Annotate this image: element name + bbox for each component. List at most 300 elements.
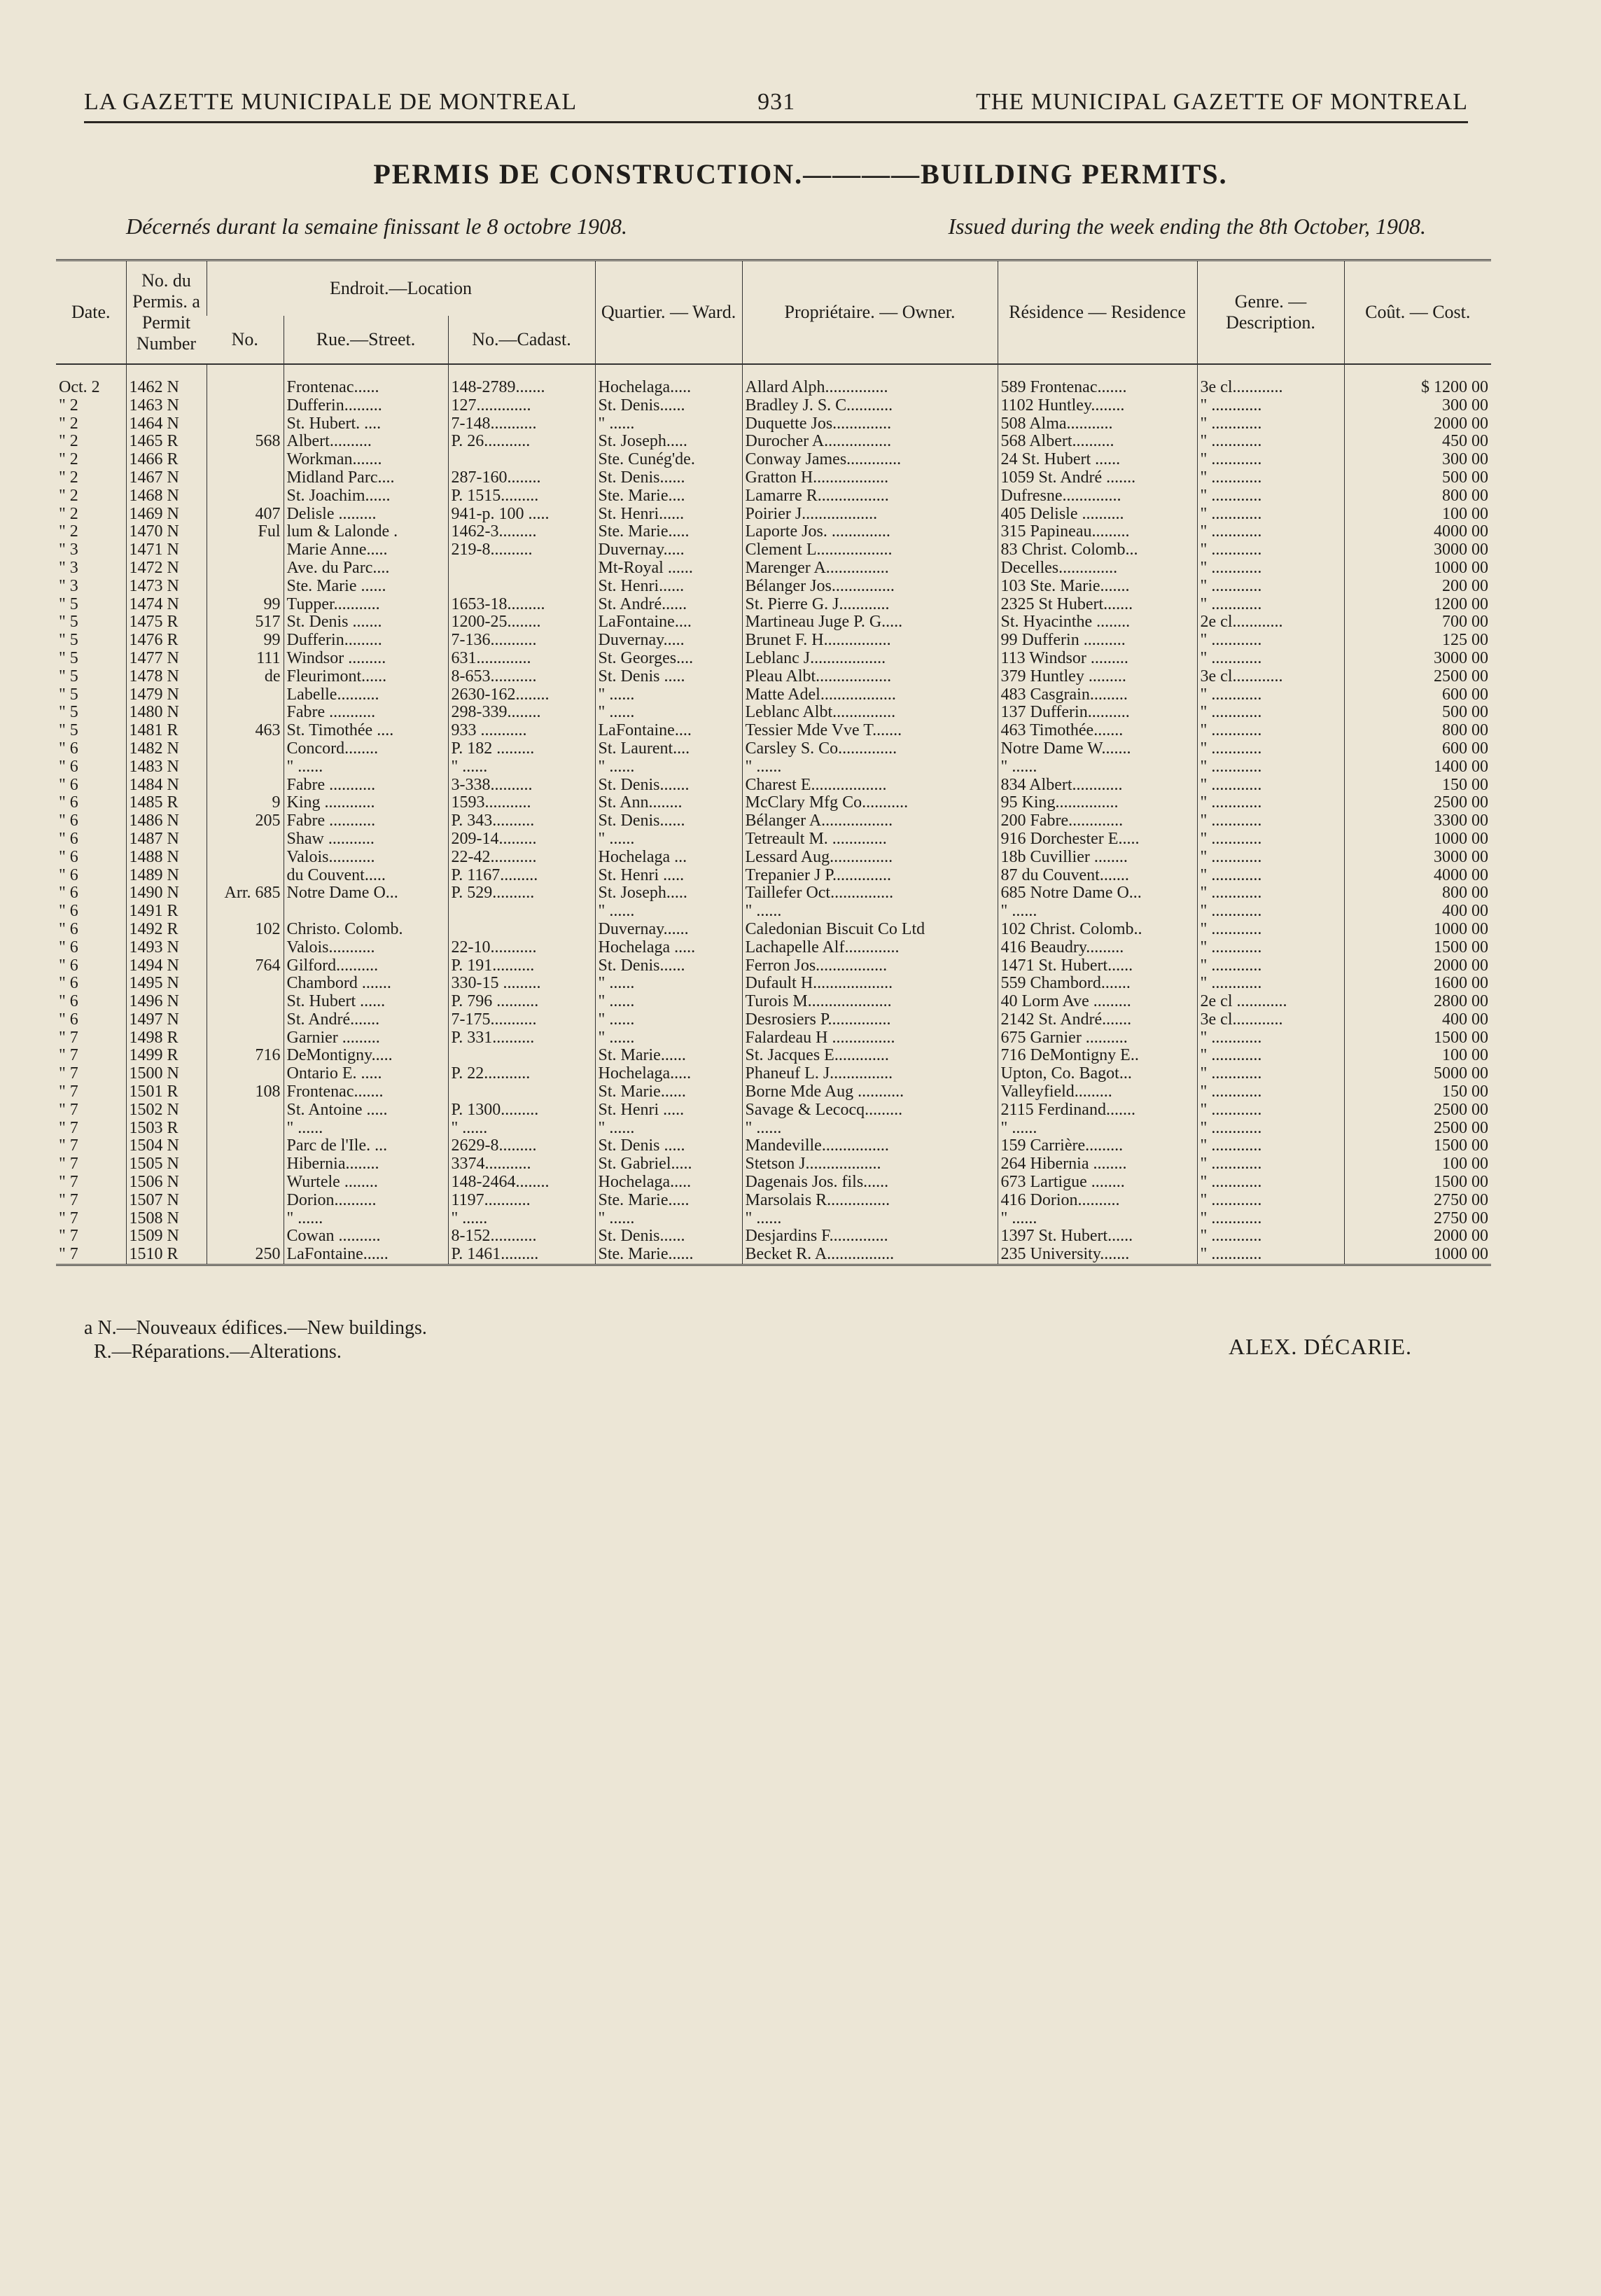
cell-cost: 600 00 [1344, 740, 1491, 758]
cell-cadast: 3-338.......... [448, 777, 595, 795]
cell-cost: 500 00 [1344, 469, 1491, 487]
cell-no [207, 777, 284, 795]
cell-cadast: P. 1167......... [448, 867, 595, 885]
cell-cost: 700 00 [1344, 613, 1491, 632]
cell-date: " 5 [59, 667, 78, 686]
cell-owner: Becket R. A................ [742, 1246, 998, 1265]
cell-date: " 2 [59, 468, 78, 487]
cell-ward: St. Denis...... [595, 957, 742, 975]
cell-no [207, 559, 284, 578]
cell-no [207, 364, 284, 397]
table-row [56, 686, 1491, 704]
table-row [56, 704, 1491, 722]
cell-date: " 6 [59, 938, 78, 956]
cell-cost: 100 00 [1344, 1047, 1491, 1065]
cell-permit: 1481 R [126, 722, 207, 740]
cell-description: 3e cl............ [1197, 668, 1344, 686]
cell-owner: " ...... [742, 758, 998, 777]
cell-description: " ............ [1197, 1047, 1344, 1065]
cell-permit: 1470 N [126, 523, 207, 541]
cell-description: " ............ [1197, 523, 1344, 541]
cell-description: 2e cl............ [1197, 613, 1344, 632]
footnote-line-2: R.—Réparations.—Alterations. [94, 1341, 342, 1363]
permits-table [56, 259, 1491, 1266]
cell-date: " 7 [59, 1137, 78, 1155]
cell-permit: 1462 N [126, 364, 207, 397]
cell-date: " 2 [59, 415, 78, 433]
cell-residence: 99 Dufferin .......... [998, 632, 1197, 650]
cell-owner: Taillefer Oct............... [742, 884, 998, 903]
cell-date: " 7 [59, 1119, 78, 1137]
cell-cadast [448, 1047, 595, 1065]
running-head-right: THE MUNICIPAL GAZETTE OF MONTREAL [976, 89, 1468, 115]
cell-residence: 83 Christ. Colomb... [998, 541, 1197, 559]
cell-cost: 2500 00 [1344, 1101, 1491, 1120]
cell-cadast: 148-2789....... [448, 364, 595, 397]
cell-cadast: 330-15 ......... [448, 975, 595, 993]
cell-cost: 1600 00 [1344, 975, 1491, 993]
cell-cost: 2750 00 [1344, 1210, 1491, 1228]
cell-street: " ...... [284, 758, 448, 777]
cell-cadast: 148-2464........ [448, 1174, 595, 1192]
cell-no [207, 397, 284, 415]
cell-cadast: P. 191.......... [448, 957, 595, 975]
cell-permit: 1480 N [126, 704, 207, 722]
cell-street: Workman....... [284, 451, 448, 469]
table-row [56, 993, 1491, 1011]
table-row [56, 559, 1491, 578]
cell-permit: 1467 N [126, 469, 207, 487]
cell-street: St. Antoine ..... [284, 1101, 448, 1120]
cell-owner: Stetson J.................. [742, 1155, 998, 1174]
cell-owner: Clement L.................. [742, 541, 998, 559]
cell-ward: " ...... [595, 704, 742, 722]
cell-ward: Ste. Marie..... [595, 523, 742, 541]
cell-street: Albert.......... [284, 433, 448, 451]
cell-owner: Lamarre R................. [742, 487, 998, 506]
cell-owner: Lachapelle Alf............. [742, 939, 998, 957]
cell-permit: 1478 N [126, 668, 207, 686]
cell-owner: Caledonian Biscuit Co Ltd [742, 921, 998, 939]
cell-cost: 2000 00 [1344, 415, 1491, 433]
cell-ward: St. Denis...... [595, 812, 742, 830]
cell-date: " 6 [59, 975, 78, 993]
cell-date: " 2 [59, 396, 78, 415]
cell-residence: Decelles.............. [998, 559, 1197, 578]
running-head [84, 74, 1468, 123]
cell-owner: " ...... [742, 1120, 998, 1138]
cell-description: " ............ [1197, 794, 1344, 812]
cell-cost: 125 00 [1344, 632, 1491, 650]
cell-description: " ............ [1197, 830, 1344, 849]
cell-cadast [448, 578, 595, 596]
cell-cadast: P. 343.......... [448, 812, 595, 830]
cell-cadast: 1653-18......... [448, 596, 595, 614]
cell-street: Fleurimont...... [284, 668, 448, 686]
cell-cadast: 1200-25........ [448, 613, 595, 632]
cell-cost: 800 00 [1344, 487, 1491, 506]
cell-ward: Duvernay..... [595, 541, 742, 559]
cell-description: " ............ [1197, 849, 1344, 867]
cell-residence: 24 St. Hubert ...... [998, 451, 1197, 469]
cell-ward: Hochelaga..... [595, 1174, 742, 1192]
cell-street: Wurtele ........ [284, 1174, 448, 1192]
cell-permit: 1472 N [126, 559, 207, 578]
cell-residence: St. Hyacinthe ........ [998, 613, 1197, 632]
cell-owner: Carsley S. Co.............. [742, 740, 998, 758]
table-row [56, 1246, 1491, 1265]
table-row [56, 1155, 1491, 1174]
cell-cost: 1000 00 [1344, 921, 1491, 939]
cell-description: 2e cl ............ [1197, 993, 1344, 1011]
cell-permit: 1505 N [126, 1155, 207, 1174]
cell-owner: Dagenais Jos. fils...... [742, 1174, 998, 1192]
col-date: Date. [71, 302, 111, 322]
cell-permit: 1504 N [126, 1137, 207, 1155]
cell-description: " ............ [1197, 1192, 1344, 1210]
subtitle-english: Issued during the week ending the 8th October, 1908. [948, 214, 1426, 239]
cell-description: " ............ [1197, 939, 1344, 957]
cell-cost: 1200 00 [1344, 596, 1491, 614]
cell-street: Shaw ........... [284, 830, 448, 849]
cell-cadast: 1197........... [448, 1192, 595, 1210]
cell-date: " 6 [59, 758, 78, 776]
cell-residence: 1397 St. Hubert...... [998, 1227, 1197, 1246]
cell-ward: St. André...... [595, 596, 742, 614]
cell-no [207, 758, 284, 777]
cell-ward: " ...... [595, 975, 742, 993]
cell-description: " ............ [1197, 506, 1344, 524]
table-row [56, 415, 1491, 433]
cell-ward: " ...... [595, 830, 742, 849]
cell-description: " ............ [1197, 487, 1344, 506]
cell-street: " ...... [284, 1210, 448, 1228]
cell-description: " ............ [1197, 1227, 1344, 1246]
table-row [56, 1083, 1491, 1101]
cell-street: Gilford.......... [284, 957, 448, 975]
cell-cost: $ 1200 00 [1344, 364, 1491, 397]
cell-description: " ............ [1197, 1065, 1344, 1083]
cell-residence: 2115 Ferdinand....... [998, 1101, 1197, 1120]
cell-ward: St. Denis...... [595, 469, 742, 487]
col-permit-number: No. du Permis. a Permit Number [126, 260, 207, 365]
cell-date: " 7 [59, 1227, 78, 1246]
cell-no: Ful [207, 523, 284, 541]
cell-no [207, 686, 284, 704]
cell-permit: 1485 R [126, 794, 207, 812]
cell-date: " 6 [59, 993, 78, 1011]
cell-no: 9 [207, 794, 284, 812]
cell-cadast: 933 ........... [448, 722, 595, 740]
cell-no: 716 [207, 1047, 284, 1065]
cell-owner: St. Pierre G. J............ [742, 596, 998, 614]
cell-cadast: P. 1461......... [448, 1246, 595, 1265]
cell-cost: 100 00 [1344, 506, 1491, 524]
cell-residence: 405 Delisle .......... [998, 506, 1197, 524]
cell-residence: 113 Windsor ......... [998, 650, 1197, 668]
table-row [56, 740, 1491, 758]
cell-owner: " ...... [742, 903, 998, 921]
cell-cadast: 1462-3......... [448, 523, 595, 541]
cell-street: Ave. du Parc.... [284, 559, 448, 578]
cell-date: " 6 [59, 956, 78, 975]
cell-ward: St. Laurent.... [595, 740, 742, 758]
cell-no [207, 939, 284, 957]
cell-cadast: 941-p. 100 ..... [448, 506, 595, 524]
cell-no [207, 740, 284, 758]
cell-cadast: 1593........... [448, 794, 595, 812]
cell-residence: 2142 St. André....... [998, 1011, 1197, 1029]
page-number: 931 [757, 89, 796, 115]
cell-no [207, 867, 284, 885]
cell-ward: St. Gabriel..... [595, 1155, 742, 1174]
cell-residence: 2325 St Hubert....... [998, 596, 1197, 614]
cell-no [207, 1065, 284, 1083]
col-cadast: No.—Cadast. [448, 316, 595, 364]
cell-no: 517 [207, 613, 284, 632]
cell-owner: Phaneuf L. J............... [742, 1065, 998, 1083]
cell-residence: 1059 St. André ....... [998, 469, 1197, 487]
table-row [56, 1137, 1491, 1155]
table-row [56, 1011, 1491, 1029]
cell-permit: 1488 N [126, 849, 207, 867]
cell-cost: 3300 00 [1344, 812, 1491, 830]
cell-street: lum & Lalonde . [284, 523, 448, 541]
cell-cadast: 298-339........ [448, 704, 595, 722]
cell-cost: 3000 00 [1344, 650, 1491, 668]
cell-street: Valois........... [284, 849, 448, 867]
cell-residence: 102 Christ. Colomb.. [998, 921, 1197, 939]
cell-no: 568 [207, 433, 284, 451]
cell-cost: 1500 00 [1344, 939, 1491, 957]
col-street: Rue.—Street. [284, 316, 448, 364]
cell-date: " 7 [59, 1101, 78, 1119]
cell-owner: Martineau Juge P. G..... [742, 613, 998, 632]
cell-permit: 1503 R [126, 1120, 207, 1138]
cell-residence: 103 Ste. Marie....... [998, 578, 1197, 596]
cell-ward: Hochelaga ..... [595, 939, 742, 957]
cell-date: " 7 [59, 1047, 78, 1065]
cell-street: Frontenac...... [284, 364, 448, 397]
cell-street: " ...... [284, 1120, 448, 1138]
cell-date: " 7 [59, 1155, 78, 1174]
cell-residence: 416 Dorion.......... [998, 1192, 1197, 1210]
cell-no [207, 487, 284, 506]
cell-cost: 1500 00 [1344, 1174, 1491, 1192]
cell-ward: St. Denis...... [595, 397, 742, 415]
cell-no [207, 578, 284, 596]
cell-street: St. Joachim...... [284, 487, 448, 506]
cell-street: Fabre ........... [284, 812, 448, 830]
cell-cadast: 8-653........... [448, 668, 595, 686]
cell-street: Fabre ........... [284, 777, 448, 795]
cell-owner: Conway James............. [742, 451, 998, 469]
cell-cost: 2500 00 [1344, 1120, 1491, 1138]
table-row [56, 397, 1491, 415]
cell-permit: 1501 R [126, 1083, 207, 1101]
cell-date: " 2 [59, 451, 78, 469]
cell-cost: 400 00 [1344, 903, 1491, 921]
cell-cost: 2000 00 [1344, 957, 1491, 975]
cell-description: " ............ [1197, 722, 1344, 740]
cell-permit: 1473 N [126, 578, 207, 596]
table-row [56, 777, 1491, 795]
cell-no: de [207, 668, 284, 686]
cell-street: St. Timothée .... [284, 722, 448, 740]
cell-cadast: P. 1300......... [448, 1101, 595, 1120]
cell-permit: 1471 N [126, 541, 207, 559]
cell-ward: Hochelaga..... [595, 1065, 742, 1083]
page-title: PERMIS DE CONSTRUCTION.————BUILDING PERMITS. [373, 158, 1228, 190]
cell-permit: 1496 N [126, 993, 207, 1011]
cell-cost: 3000 00 [1344, 541, 1491, 559]
cell-ward: " ...... [595, 1120, 742, 1138]
cell-description: 3e cl............ [1197, 364, 1344, 397]
cell-cadast: 631............. [448, 650, 595, 668]
col-cost: Coût. — Cost. [1344, 260, 1491, 365]
table-row [56, 884, 1491, 903]
cell-cost: 1000 00 [1344, 1246, 1491, 1265]
cell-owner: Duquette Jos.............. [742, 415, 998, 433]
cell-owner: Turois M.................... [742, 993, 998, 1011]
cell-street: Labelle.......... [284, 686, 448, 704]
cell-no [207, 1120, 284, 1138]
cell-owner: Tessier Mde Vve T....... [742, 722, 998, 740]
cell-no: 205 [207, 812, 284, 830]
cell-permit: 1484 N [126, 777, 207, 795]
cell-description: " ............ [1197, 1120, 1344, 1138]
cell-residence: 916 Dorchester E..... [998, 830, 1197, 849]
cell-ward: " ...... [595, 1029, 742, 1048]
cell-description: " ............ [1197, 559, 1344, 578]
cell-owner: " ...... [742, 1210, 998, 1228]
cell-no [207, 1192, 284, 1210]
cell-date: " 5 [59, 649, 78, 667]
cell-permit: 1469 N [126, 506, 207, 524]
cell-ward: St. Denis...... [595, 1227, 742, 1246]
cell-owner: McClary Mfg Co........... [742, 794, 998, 812]
cell-permit: 1497 N [126, 1011, 207, 1029]
cell-ward: " ...... [595, 993, 742, 1011]
cell-street: St. Hubert. .... [284, 415, 448, 433]
cell-owner: Durocher A................ [742, 433, 998, 451]
cell-residence: 1102 Huntley........ [998, 397, 1197, 415]
cell-street: Delisle ......... [284, 506, 448, 524]
cell-cadast: 7-175........... [448, 1011, 595, 1029]
cell-no [207, 1029, 284, 1048]
cell-ward: St. Joseph..... [595, 884, 742, 903]
cell-ward: Hochelaga ... [595, 849, 742, 867]
cell-owner: Marenger A............... [742, 559, 998, 578]
cell-cadast: P. 182 ......... [448, 740, 595, 758]
cell-owner: Allard Alph............... [742, 364, 998, 397]
cell-date: " 3 [59, 559, 78, 577]
cell-description: " ............ [1197, 686, 1344, 704]
cell-owner: Bélanger Jos............... [742, 578, 998, 596]
cell-permit: 1506 N [126, 1174, 207, 1192]
cell-permit: 1465 R [126, 433, 207, 451]
cell-owner: Pleau Albt.................. [742, 668, 998, 686]
table-row [56, 487, 1491, 506]
cell-street: Cowan .......... [284, 1227, 448, 1246]
cell-permit: 1500 N [126, 1065, 207, 1083]
cell-street: Fabre ........... [284, 704, 448, 722]
table-row [56, 1101, 1491, 1120]
cell-cadast: P. 26........... [448, 433, 595, 451]
signature: ALEX. DÉCARIE. [1229, 1334, 1412, 1359]
cell-ward: St. Georges.... [595, 650, 742, 668]
cell-ward: St. Joseph..... [595, 433, 742, 451]
table-row [56, 613, 1491, 632]
cell-permit: 1483 N [126, 758, 207, 777]
cell-street: Notre Dame O... [284, 884, 448, 903]
cell-residence: " ...... [998, 758, 1197, 777]
cell-cost: 300 00 [1344, 397, 1491, 415]
cell-owner: Leblanc J.................. [742, 650, 998, 668]
cell-street: Garnier ......... [284, 1029, 448, 1048]
cell-no: 111 [207, 650, 284, 668]
cell-no: 108 [207, 1083, 284, 1101]
cell-owner: Ferron Jos................. [742, 957, 998, 975]
footnote-marker: a [84, 1317, 93, 1339]
cell-street: Frontenac....... [284, 1083, 448, 1101]
cell-date: " 2 [59, 433, 78, 451]
cell-cadast: P. 22........... [448, 1065, 595, 1083]
table-row [56, 1192, 1491, 1210]
cell-ward: St. Henri ..... [595, 867, 742, 885]
cell-permit: 1492 R [126, 921, 207, 939]
cell-ward: " ...... [595, 686, 742, 704]
cell-residence: 137 Dufferin.......... [998, 704, 1197, 722]
cell-owner: Mandeville................ [742, 1137, 998, 1155]
table-row [56, 1047, 1491, 1065]
cell-date: " 5 [59, 686, 78, 704]
cell-cadast [448, 451, 595, 469]
cell-cadast: 2629-8......... [448, 1137, 595, 1155]
cell-residence: 716 DeMontigny E.. [998, 1047, 1197, 1065]
cell-description: " ............ [1197, 921, 1344, 939]
cell-permit: 1466 R [126, 451, 207, 469]
cell-cadast: P. 529.......... [448, 884, 595, 903]
cell-owner: Trepanier J P.............. [742, 867, 998, 885]
cell-cost: 2500 00 [1344, 668, 1491, 686]
cell-permit: 1495 N [126, 975, 207, 993]
table-row [56, 650, 1491, 668]
cell-no [207, 1011, 284, 1029]
cell-cost: 150 00 [1344, 777, 1491, 795]
cell-description: " ............ [1197, 1083, 1344, 1101]
cell-description: " ............ [1197, 1029, 1344, 1048]
cell-ward: St. Denis....... [595, 777, 742, 795]
cell-cost: 1400 00 [1344, 758, 1491, 777]
cell-ward: St. Henri...... [595, 506, 742, 524]
cell-description: " ............ [1197, 758, 1344, 777]
cell-street: Chambord ....... [284, 975, 448, 993]
cell-no [207, 993, 284, 1011]
cell-cost: 1000 00 [1344, 559, 1491, 578]
cell-cadast: 127............. [448, 397, 595, 415]
cell-cost: 200 00 [1344, 578, 1491, 596]
cell-description: " ............ [1197, 1246, 1344, 1265]
cell-owner: Laporte Jos. .............. [742, 523, 998, 541]
cell-owner: Charest E.................. [742, 777, 998, 795]
cell-date: " 2 [59, 505, 78, 523]
cell-street: King ............ [284, 794, 448, 812]
cell-description: " ............ [1197, 975, 1344, 993]
cell-description: " ............ [1197, 867, 1344, 885]
cell-permit: 1468 N [126, 487, 207, 506]
cell-date: " 6 [59, 830, 78, 848]
